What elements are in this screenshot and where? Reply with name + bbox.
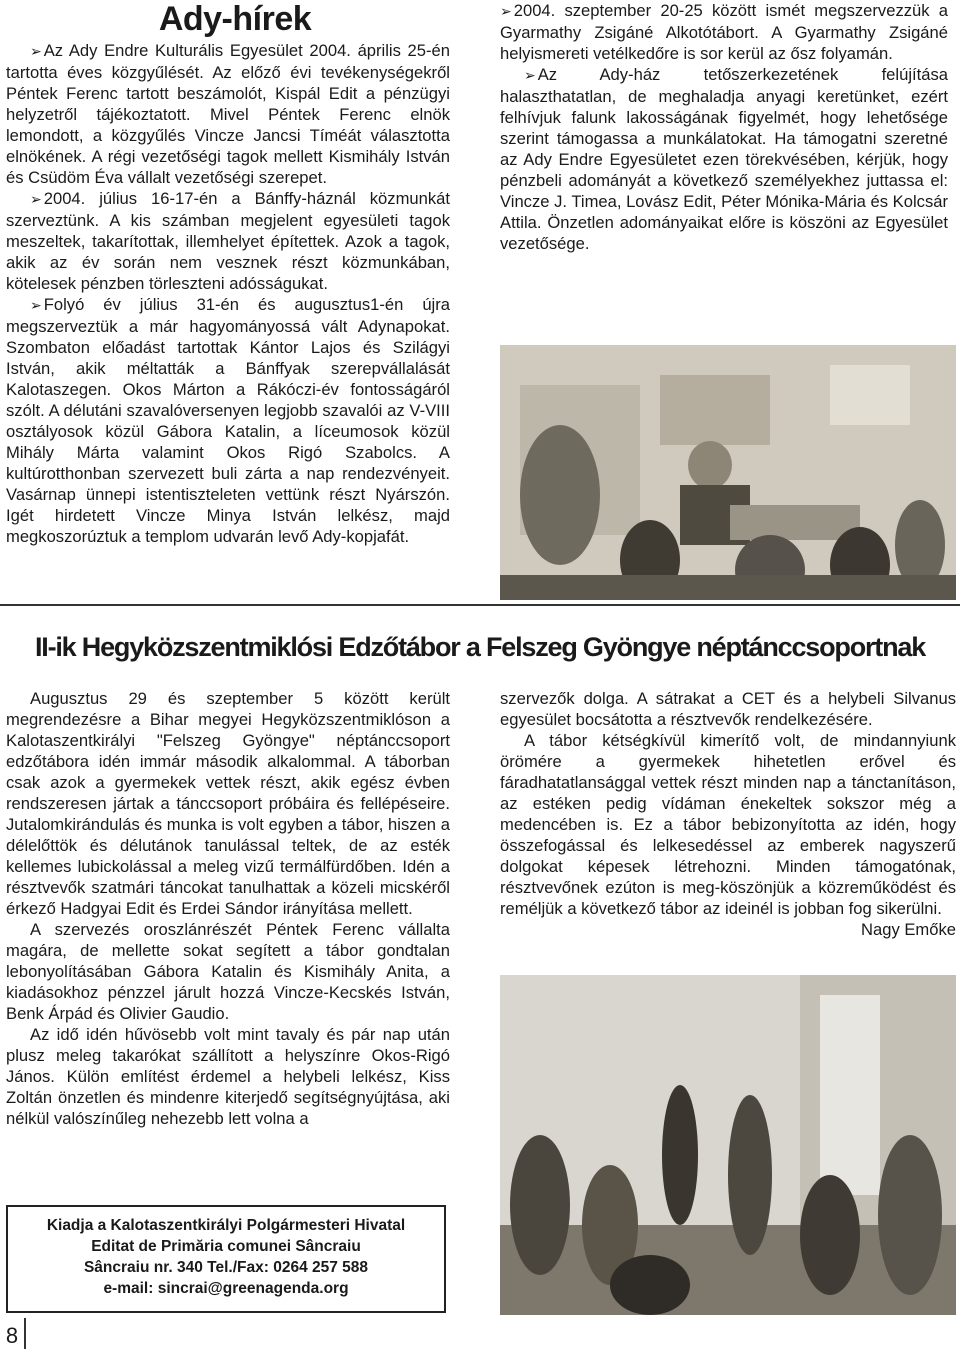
meeting-photo [500, 345, 956, 600]
section-divider [0, 604, 960, 606]
imprint-publisher-hu: Kiadja a Kalotaszentkirályi Polgármesteri Hivatal [46, 1217, 406, 1234]
news-paragraph: ➢ Az Ady Endre Kulturális Egyesület 2004. április 25-én tartotta éves közgyűlését. Az előző évi tevékenységekről Péntek Ferenc tartott beszámolót, Kispál Edit a pénzügyi helyzetről tájékoztatott. Mivel Péntek Ferenc elnök lemondott, a közgyűlés Vincze Jancsi Tíméát választotta elnökének. A régi vezetőségi tagok mellett Kismihály István és Csüdöm Éva vállalt vezetőségi szerepet. [6, 40, 450, 188]
article-paragraph: szervezők dolga. A sátrakat a CET és a helybeli Silvanus egyesület bocsátotta a résztvevők rendelkezésére. [500, 689, 956, 729]
article-signature: Nagy Emőke [861, 920, 956, 939]
ady-news-left-column [6, 40, 450, 547]
imprint-address: Sâncraiu nr. 340 Tel./Fax: 0264 257 588 [83, 1259, 369, 1276]
page-number: 8 [5, 1323, 19, 1348]
article-right-column [500, 688, 956, 940]
article-left-column [6, 688, 450, 1129]
article-paragraph: Az idő idén hűvösebb volt mint tavaly és pár nap után plusz meleg takarókat szállított a helyszínre Okos-Rigó János. Külön említést érdemel a helybeli lelkész, Kiss Zoltán önzetlen és mindenre kiterjedő segítségnyújtása, aki nélkül valószínűleg nehezebb lett volna a [6, 1025, 450, 1128]
news-paragraph: ➢ 2004. július 16-17-én a Bánffy-háznál közmunkát szerveztünk. A kis számban megjelent egyesületi tagok meszeltek, takarítottak, illemhelyet építettek. Azok a tagok, akik az év során nem vesznek részt közmunkában, kötelesek pénzben törleszteni adósságukat. [6, 188, 450, 294]
article-paragraph: A tábor kétségkívül kimerítő volt, de mindannyiunk örömére a gyermekek hihetetlen erővel és fáradhatatlansággal vettek részt minden nap a tánctanításon, az estéken pedig vídáman énekeltek sokszor még a medencében is. Ez a tábor bebizonyította az idén, hogy összefogással és lelkesedéssel az emberek nagyszerű dolgokat képesek létrehozni. Minden támogatónak, résztvevőnek ezúton is meg-köszönjük a közreműködést és reméljük a következő tábor az ideinél is jobban fog sikerülni. [500, 731, 956, 918]
imprint-email: e-mail: sincrai@greenagenda.org [103, 1280, 349, 1297]
news-paragraph: ➢ Folyó év július 31-én és augusztus1-én újra megszerveztük a már hagyományossá vált Adynapokat. Szombaton előadást tartottak Kántor Lajos és Szilágyi István, akik méltatták a Bánffyak szerepvállalását Kalotaszegen. Okos Márton a Rákóczi-év fontosságáról szólt. A délutáni szavalóversenyen legjobb szavalói az V-VIII osztályosok közül Gábora Katalin, a líceumosok közül Mihály Márta valamint Okos Rigó Szabolcs. A kultúrotthonban szervezett buli zárta a nap rendezvényeit. Vasárnap ünnepi istentiszteleten vettünk részt Nyárszón. Igét hirdetett Vincze Minya István lelkész, majd megkoszorúztuk a templom udvarán levő Ady-kopjafát. [6, 294, 450, 547]
page-title: Ady-hírek [158, 0, 312, 38]
ady-news-right-column [500, 0, 948, 254]
page-number-divider [24, 1318, 26, 1349]
news-paragraph: ➢ 2004. szeptember 20-25 között ismét megszervezzük a Gyarmathy Zsigáné Alkotótábort. A Gyarmathy Zsigáné helyismereti vetélkedőre is sor kerül az ősz folyamán. [500, 0, 948, 64]
news-paragraph: ➢ Az Ady-ház tetőszerkezetének felújítása halaszthatatlan, de meghaladja anyagi keretünket, ezért felhívjuk falunk lakosságának figyelmét, hogy lehetősége szerint támogassa a munkálatokat. Ha támogatni szeretné az Ady Endre Egyesületet ezen törekvésében, kérjük, hogy pénzbeli adományát a következő személyekhez juttassa el: Vincze J. Timea, Lovász Edit, Péter Mónika-Mária és Kolcsár Attila. Önzetlen adományaikat előre is köszöni az Egyesület vezetősége. [500, 64, 948, 254]
imprint-box [6, 1205, 446, 1313]
imprint-publisher-ro: Editat de Primăria comunei Sâncraiu [91, 1238, 361, 1255]
article-paragraph: A szervezés oroszlánrészét Péntek Ferenc vállalta magára, de mellette sokat segített a tábor gondtalan lebonyolításában Gábora Katalin és Kismihály Anita, a kiadásokhoz pénzzel járult hozzá Vincze-Kecskés István, Benk Árpád és Olivier Gaudio. [6, 920, 450, 1023]
article-headline: II-ik Hegyközszentmiklósi Edzőtábor a Felszeg Gyöngye néptánccsoportnak [34, 632, 926, 662]
article-paragraph: Augusztus 29 és szeptember 5 között került megrendezésre a Bihar megyei Hegyközszentmiklóson a Kalotaszentkirályi "Felszeg Gyöngye" néptánccsoport edzőtábora idén immár második alkalommal. A táborban csak azok a gyermekek vettek részt, akik egész évben rendszeresen jártak a tánccsoport próbáira és fellépéseire. Jutalomkirándulás és munka is volt egyben a tábor, hiszen a délelőttök és délutánok tanulással teltek, de az esték kellemes lubickolással a meleg vizű termálfürdőben. Idén a résztvevők szatmári táncokat tanulhattak a közeli micskéről érkező Hadgyai Edit és Erdei Sándor irányítása mellett. [6, 689, 450, 918]
dance-camp-photo [500, 975, 956, 1315]
